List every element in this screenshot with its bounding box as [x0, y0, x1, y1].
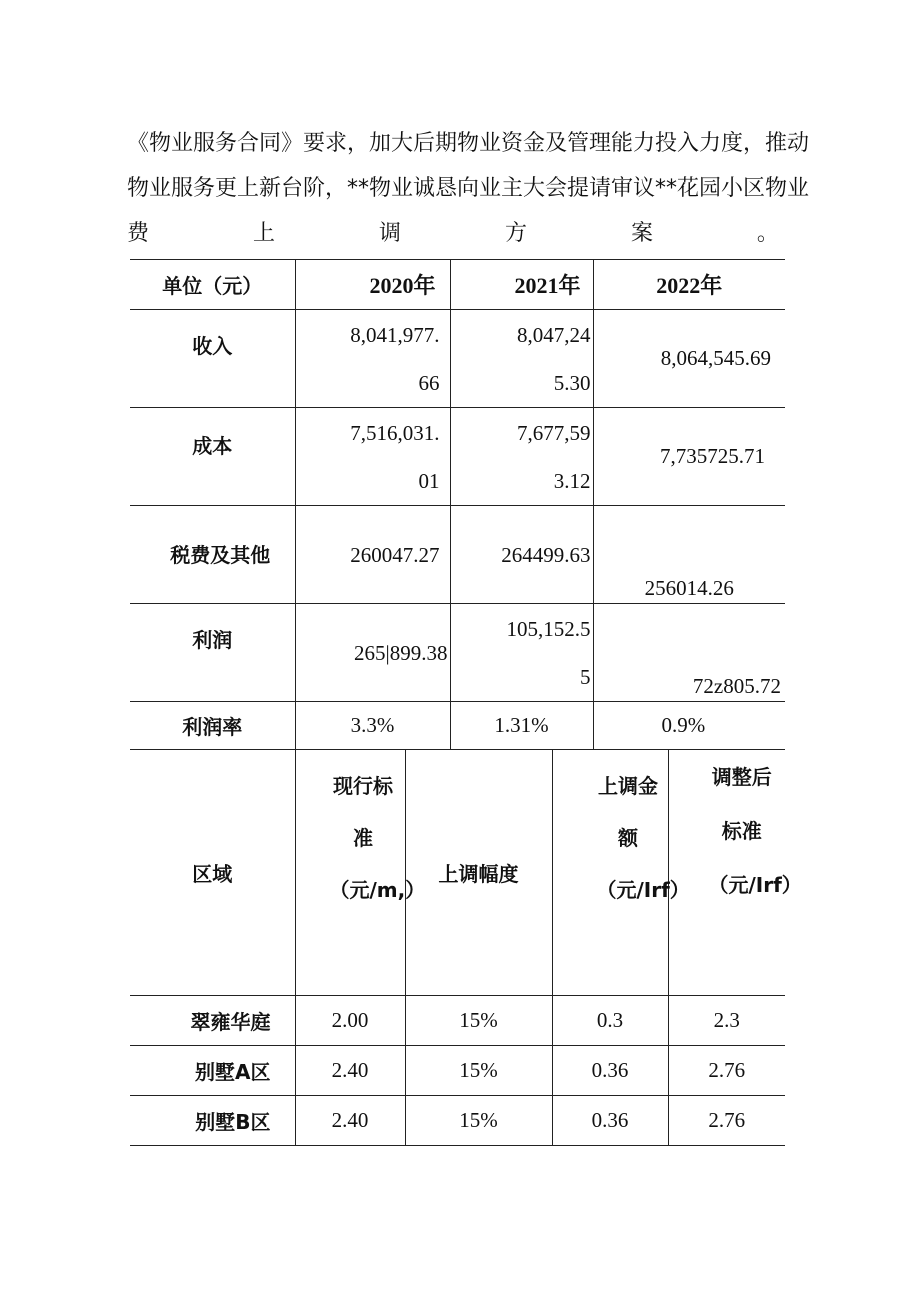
year-2020-header: 2020年 — [295, 260, 450, 310]
year-2021-header: 2021年 — [450, 260, 593, 310]
spaced-char: 上 — [252, 221, 275, 246]
row-label: 税费及其他 — [130, 506, 295, 604]
table-row — [130, 1096, 785, 1146]
value-2022: 256014.26 — [593, 506, 785, 604]
adjusted-standard: 2.3 — [668, 996, 785, 1046]
row-label: 利润率 — [130, 702, 295, 750]
finance-table — [130, 259, 785, 750]
paragraph-line-1: 《物业服务合同》要求，加大后期物业资金及管理能力投入力度，推动 — [127, 131, 810, 156]
value-2021: 264499.63 — [450, 506, 593, 604]
area-name: 别墅A区 — [130, 1046, 295, 1096]
value-2021: 8,047,245.30 — [450, 310, 593, 408]
value-2020: 8,041,977.66 — [295, 310, 450, 408]
increase-header: 上调幅度 — [405, 750, 552, 996]
area-name: 翠雍华庭 — [130, 996, 295, 1046]
table-row — [130, 408, 785, 506]
value-2022: 0.9% — [593, 702, 785, 750]
spaced-char: 。 — [756, 221, 779, 246]
increase-amount: 0.36 — [552, 1096, 668, 1146]
spaced-char: 调 — [378, 221, 401, 246]
area-header: 区域 — [130, 750, 295, 996]
spaced-char: 方 — [504, 221, 527, 246]
intro-paragraph — [127, 121, 810, 256]
fee-header-row — [130, 750, 785, 996]
value-2022: 8,064,545.69 — [593, 310, 785, 408]
adjusted-standard: 2.76 — [668, 1096, 785, 1146]
value-2020: 7,516,031.01 — [295, 408, 450, 506]
adjusted-standard: 2.76 — [668, 1046, 785, 1096]
value-2020: 260047.27 — [295, 506, 450, 604]
increase-amount: 0.3 — [552, 996, 668, 1046]
value-2021: 105,152.55 — [450, 604, 593, 702]
current-standard: 2.00 — [295, 996, 405, 1046]
increase-amount-header: 上调金额（元/Irf） — [552, 750, 668, 996]
value-2021: 7,677,593.12 — [450, 408, 593, 506]
increase-rate: 15% — [405, 1096, 552, 1146]
row-label: 成本 — [130, 408, 295, 506]
increase-rate: 15% — [405, 996, 552, 1046]
table-row — [130, 604, 785, 702]
row-label: 收入 — [130, 310, 295, 408]
current-standard: 2.40 — [295, 1046, 405, 1096]
value-2020: 265|899.38 — [295, 604, 450, 702]
value-2021: 1.31% — [450, 702, 593, 750]
finance-header-row — [130, 260, 785, 310]
increase-rate: 15% — [405, 1046, 552, 1096]
table-row — [130, 506, 785, 604]
row-label: 利润 — [130, 604, 295, 702]
value-2022: 72z805.72 — [593, 604, 785, 702]
unit-header: 单位（元） — [130, 260, 295, 310]
current-standard-header: 现行标准（元/m,） — [295, 750, 405, 996]
spaced-char: 费 — [127, 221, 150, 246]
table-row — [130, 310, 785, 408]
increase-amount: 0.36 — [552, 1046, 668, 1096]
year-2022-header: 2022年 — [593, 260, 785, 310]
spaced-char: 案 — [630, 221, 653, 246]
paragraph-line-3 — [127, 211, 779, 256]
adjusted-standard-header-text: 调整后标准（元/Irf） — [708, 765, 802, 897]
table-row — [130, 702, 785, 750]
fee-adjustment-table — [130, 749, 802, 1146]
current-standard: 2.40 — [295, 1096, 405, 1146]
area-name: 别墅B区 — [130, 1096, 295, 1146]
value-2022: 7,735725.71 — [593, 408, 785, 506]
table-row — [130, 1046, 785, 1096]
paragraph-line-2: 物业服务更上新台阶，**物业诚恳向业主大会提请审议**花园小区物业 — [127, 176, 810, 201]
table-row — [130, 996, 785, 1046]
value-2020: 3.3% — [295, 702, 450, 750]
